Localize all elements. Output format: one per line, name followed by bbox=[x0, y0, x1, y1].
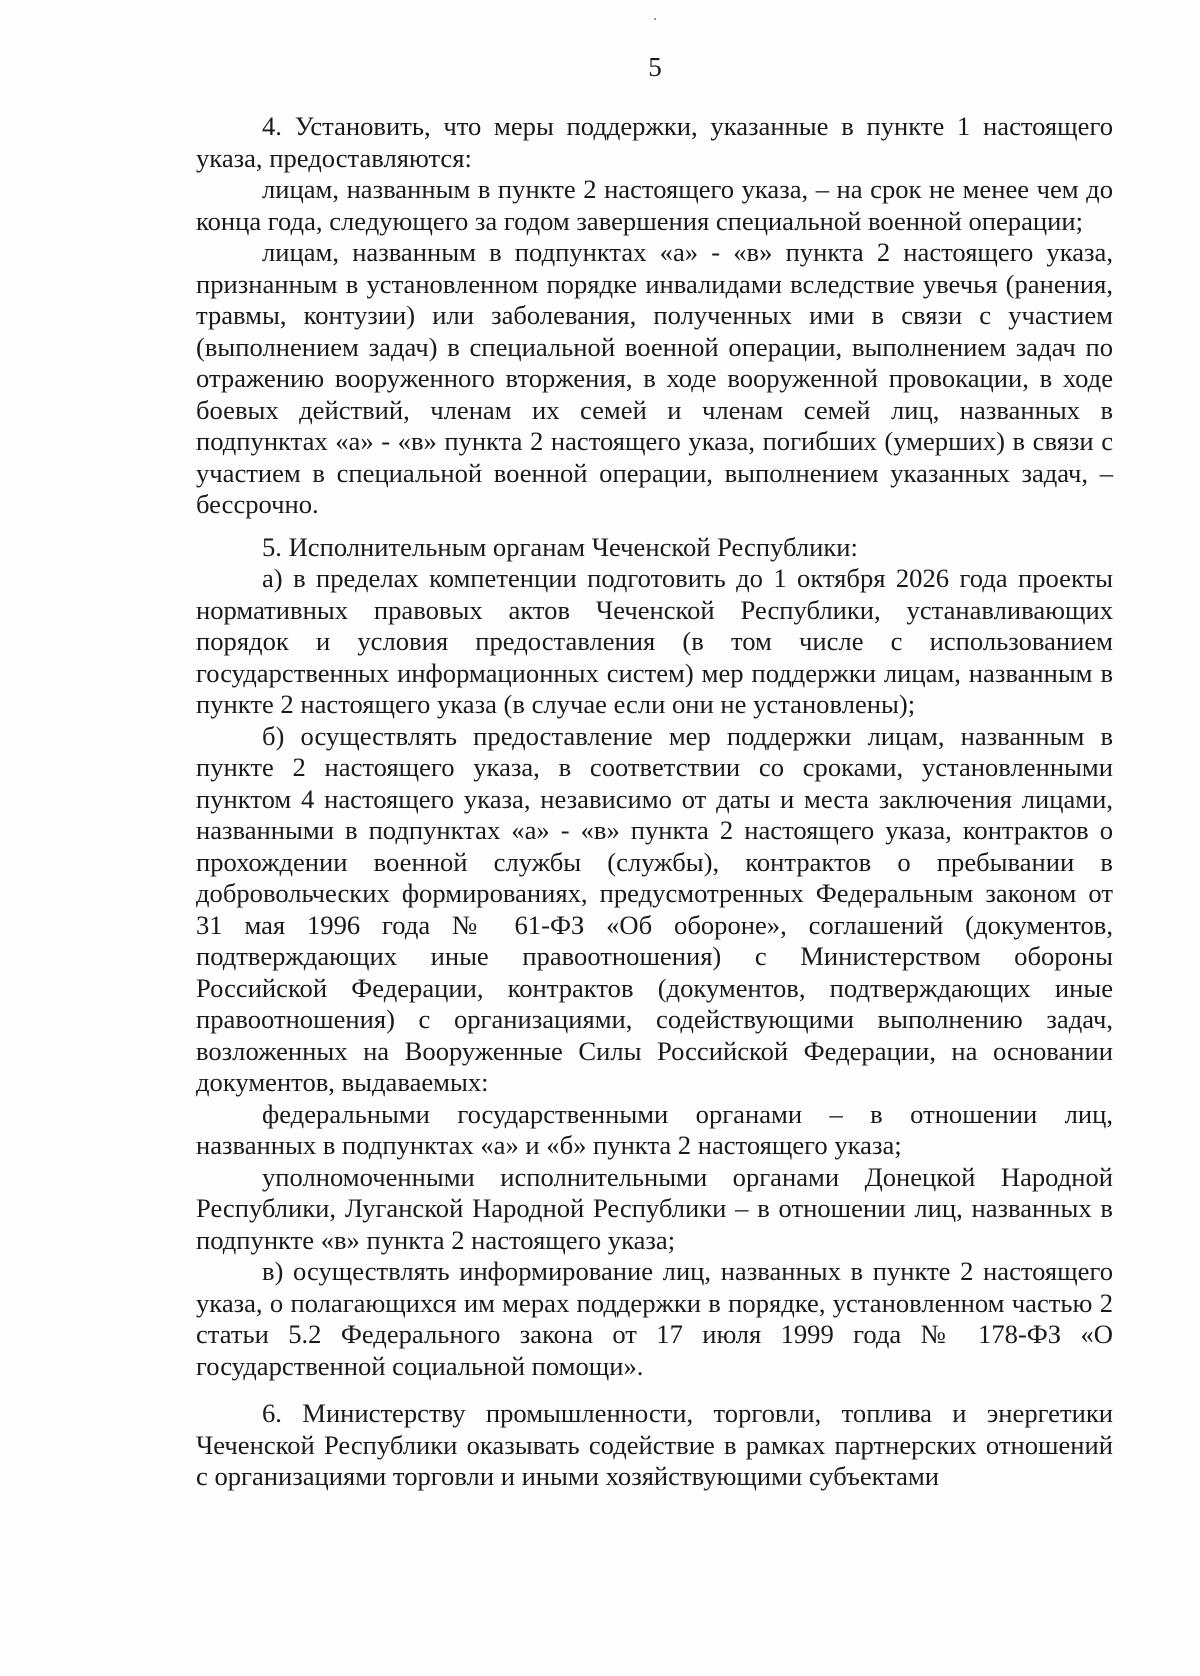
paragraph-5-b-federal: федеральными государственными органами – в отношении лиц, названных в подпунктах «а» и «б» пункта 2 настоящего указа; bbox=[196, 1098, 1113, 1160]
document-body bbox=[196, 111, 1113, 1493]
paragraph-5-a: а) в пределах компетенции подготовить до 1 октября 2026 года проекты нормативных правовых актов Чеченской Республики, устанавливающих порядок и условия предоставления (в том числе с использованием государственных информационных систем) мер поддержки лицам, названным в пункте 2 настоящего указа (в случае если они не установлены); bbox=[196, 563, 1113, 719]
paragraph-5-intro: 5. Исполнительным органам Чеченской Республики: bbox=[262, 531, 858, 562]
paragraph-4-indefinite: лицам, названным в подпунктах «а» - «в» пункта 2 настоящего указа, признанным в установленном порядке инвалидами вследствие увечья (ранения, травмы, контузии) или заболевания, полученных ими в связи с участием (выполнением задач) в специальной военной операции, выполнением задач по отражению вооруженного вторжения, в ходе вооруженной провокации, в ходе боевых действий, членам их семей и членам семей лиц, названных в подпунктах «а» - «в» пункта 2 настоящего указа, погибших (умерших) в связи с участием в специальной военной операции, выполнением указанных задач, – бессрочно. bbox=[196, 237, 1113, 519]
paragraph-4-term: лицам, названным в пункте 2 настоящего указа, – на срок не менее чем до конца года, следующего за годом завершения специальной военной операции; bbox=[196, 174, 1113, 236]
page-number: 5 bbox=[648, 52, 662, 82]
paragraph-5-b-dnr-lnr: уполномоченными исполнительными органами Донецкой Народной Республики, Луганской Народной Республики – в отношении лиц, названных в подпункте «в» пункта 2 настоящего указа; bbox=[196, 1161, 1113, 1255]
scan-speck bbox=[654, 18, 656, 20]
paragraph-5-b: б) осуществлять предоставление мер поддержки лицам, названным в пункте 2 настоящего указа, в соответствии со сроками, установленными пунктом 4 настоящего указа, независимо от даты и места заключения лицами, названными в подпунктах «а» - «в» пункта 2 настоящего указа, контрактов о прохождении военной службы (службы), контрактов о пребывании в добровольческих формированиях, предусмотренных Федеральным законом от 31 мая 1996 года № 61-ФЗ «Об обороне», соглашений (документов, подтверждающих иные правоотношения) с Министерством обороны Российской Федерации, контрактов (документов, подтверждающих иные правоотношения) с организациями, содействующими выполнению задач, возложенных на Вооруженные Силы Российской Федерации, на основании документов, выдаваемых: bbox=[196, 720, 1113, 1097]
paragraph-5-v: в) осуществлять информирование лиц, названных в пункте 2 настоящего указа, о полагающихся им мерах поддержки в порядке, установленном частью 2 статьи 5.2 Федерального закона от 17 июля 1999 года № 178-ФЗ «О государственной социальной помощи». bbox=[196, 1256, 1113, 1381]
paragraph-6: 6. Министерству промышленности, торговли, топлива и энергетики Чеченской Республики оказывать содействие в рамках партнерских отношений с организациями торговли и иными хозяйствующими субъектами bbox=[196, 1398, 1113, 1491]
paragraph-4-intro: 4. Установить, что меры поддержки, указанные в пункте 1 настоящего указа, предоставляются: bbox=[196, 111, 1113, 173]
